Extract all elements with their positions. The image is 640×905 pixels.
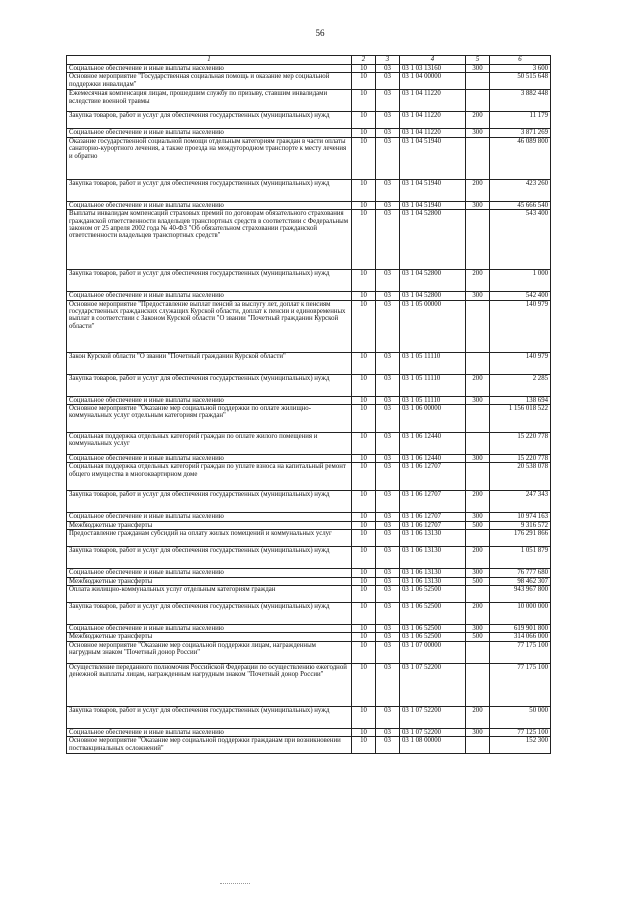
table-row (67, 129, 551, 137)
row-expense-type-cell: 300 (466, 201, 490, 209)
row-name-cell: Основное мероприятие "Предоставление выплат пенсий за выслугу лет, доплат к пенсиям государственных гражданских служащих Курской области, доплат к пенсии и единовременных выплат в соответствии с Законом Курской области "О звании "Почетный гражданин Курской области" (67, 300, 352, 352)
header-row (67, 56, 551, 65)
row-subsection-cell: 03 (376, 706, 400, 728)
row-subsection-cell: 03 (376, 513, 400, 521)
row-subsection-cell: 03 (376, 663, 400, 706)
row-target-article-cell: 03 1 06 13130 (400, 547, 466, 569)
row-amount-cell: 619 901 800 (490, 625, 551, 633)
table-row (67, 270, 551, 292)
table-row (67, 179, 551, 201)
col-header-name: 1 (67, 56, 352, 65)
row-target-article-cell: 03 1 04 00000 (400, 73, 466, 90)
row-amount-cell: 15 220 778 (490, 433, 551, 455)
row-target-article-cell: 03 1 07 52200 (400, 706, 466, 728)
row-expense-type-cell (466, 405, 490, 433)
col-header-section: 2 (352, 56, 376, 65)
footer-mark (220, 883, 250, 884)
table-row (67, 405, 551, 433)
row-amount-cell: 2 285 (490, 374, 551, 396)
row-amount-cell: 314 066 000 (490, 633, 551, 641)
row-amount-cell: 152 300 (490, 737, 551, 754)
row-amount-cell: 77 125 100 (490, 728, 551, 736)
row-section-cell: 10 (352, 300, 376, 352)
row-subsection-cell: 03 (376, 463, 400, 491)
table-row (67, 300, 551, 352)
row-name-cell: Социальное обеспечение и иные выплаты населению (67, 455, 352, 463)
row-target-article-cell: 03 1 06 52500 (400, 603, 466, 625)
row-section-cell: 10 (352, 73, 376, 90)
row-subsection-cell: 03 (376, 352, 400, 374)
row-subsection-cell: 03 (376, 405, 400, 433)
row-expense-type-cell: 300 (466, 292, 490, 300)
row-amount-cell: 140 979 (490, 300, 551, 352)
row-amount-cell: 423 260 (490, 179, 551, 201)
row-target-article-cell: 03 1 05 11110 (400, 374, 466, 396)
table-row (67, 90, 551, 112)
row-expense-type-cell (466, 463, 490, 491)
row-name-cell: Социальное обеспечение и иные выплаты населению (67, 728, 352, 736)
row-section-cell: 10 (352, 513, 376, 521)
table-row (67, 65, 551, 73)
row-subsection-cell: 03 (376, 270, 400, 292)
row-section-cell: 10 (352, 633, 376, 641)
table-row (67, 210, 551, 270)
row-section-cell: 10 (352, 463, 376, 491)
row-expense-type-cell (466, 433, 490, 455)
row-target-article-cell: 03 1 04 51940 (400, 179, 466, 201)
row-target-article-cell: 03 1 04 51940 (400, 137, 466, 179)
row-section-cell: 10 (352, 603, 376, 625)
row-target-article-cell: 03 1 08 00000 (400, 737, 466, 754)
table-row (67, 641, 551, 663)
row-target-article-cell: 03 1 04 52800 (400, 270, 466, 292)
row-target-article-cell: 03 1 06 52500 (400, 586, 466, 603)
row-expense-type-cell: 200 (466, 374, 490, 396)
row-target-article-cell: 03 1 04 11220 (400, 90, 466, 112)
row-section-cell: 10 (352, 201, 376, 209)
row-name-cell: Основное мероприятие "Оказание мер социальной поддержки гражданам при возникновении поствакцинальных осложнений" (67, 737, 352, 754)
row-name-cell: Закупка товаров, работ и услуг для обеспечения государственных (муниципальных) нужд (67, 491, 352, 513)
row-amount-cell: 50 515 648 (490, 73, 551, 90)
row-target-article-cell: 03 1 06 00000 (400, 405, 466, 433)
row-section-cell: 10 (352, 577, 376, 585)
row-expense-type-cell: 300 (466, 569, 490, 577)
row-subsection-cell: 03 (376, 530, 400, 547)
row-section-cell: 10 (352, 433, 376, 455)
row-name-cell: Социальная поддержка отдельных категорий граждан по уплате взноса на капитальный ремонт общего имущества в многоквартирном доме (67, 463, 352, 491)
row-expense-type-cell: 200 (466, 112, 490, 129)
table-row (67, 201, 551, 209)
row-target-article-cell: 03 1 06 13130 (400, 530, 466, 547)
row-target-article-cell: 03 1 06 12707 (400, 513, 466, 521)
table-row (67, 374, 551, 396)
budget-table (66, 55, 551, 754)
row-subsection-cell: 03 (376, 577, 400, 585)
row-section-cell: 10 (352, 90, 376, 112)
row-section-cell: 10 (352, 374, 376, 396)
table-row (67, 603, 551, 625)
row-expense-type-cell: 200 (466, 179, 490, 201)
row-section-cell: 10 (352, 179, 376, 201)
row-target-article-cell: 03 1 07 52200 (400, 728, 466, 736)
row-amount-cell: 140 979 (490, 352, 551, 374)
row-amount-cell: 15 220 778 (490, 455, 551, 463)
row-name-cell: Закупка товаров, работ и услуг для обеспечения государственных (муниципальных) нужд (67, 179, 352, 201)
row-subsection-cell: 03 (376, 633, 400, 641)
row-name-cell: Закупка товаров, работ и услуг для обеспечения государственных (муниципальных) нужд (67, 547, 352, 569)
row-target-article-cell: 03 1 06 13130 (400, 577, 466, 585)
row-subsection-cell: 03 (376, 569, 400, 577)
row-subsection-cell: 03 (376, 90, 400, 112)
row-section-cell: 10 (352, 625, 376, 633)
row-target-article-cell: 03 1 06 13130 (400, 569, 466, 577)
row-name-cell: Социальное обеспечение и иные выплаты населению (67, 129, 352, 137)
row-section-cell: 10 (352, 396, 376, 404)
row-expense-type-cell (466, 137, 490, 179)
row-section-cell: 10 (352, 663, 376, 706)
row-section-cell: 10 (352, 569, 376, 577)
col-header-subsection: 3 (376, 56, 400, 65)
row-expense-type-cell: 300 (466, 455, 490, 463)
row-subsection-cell: 03 (376, 129, 400, 137)
row-expense-type-cell: 200 (466, 270, 490, 292)
row-target-article-cell: 03 1 05 11110 (400, 396, 466, 404)
row-section-cell: 10 (352, 491, 376, 513)
row-subsection-cell: 03 (376, 112, 400, 129)
row-subsection-cell: 03 (376, 586, 400, 603)
col-header-amount: 6 (490, 56, 551, 65)
table-row (67, 521, 551, 529)
row-expense-type-cell (466, 737, 490, 754)
row-amount-cell: 543 400 (490, 210, 551, 270)
row-section-cell: 10 (352, 405, 376, 433)
row-expense-type-cell (466, 586, 490, 603)
row-target-article-cell: 03 1 04 11220 (400, 112, 466, 129)
row-expense-type-cell: 300 (466, 396, 490, 404)
row-subsection-cell: 03 (376, 201, 400, 209)
table-row (67, 433, 551, 455)
row-section-cell: 10 (352, 521, 376, 529)
table-row (67, 137, 551, 179)
row-name-cell: Межбюджетные трансферты (67, 521, 352, 529)
row-target-article-cell: 03 1 04 51940 (400, 201, 466, 209)
col-header-expense-type: 5 (466, 56, 490, 65)
row-subsection-cell: 03 (376, 433, 400, 455)
row-expense-type-cell (466, 90, 490, 112)
row-amount-cell: 46 089 800 (490, 137, 551, 179)
row-subsection-cell: 03 (376, 737, 400, 754)
row-section-cell: 10 (352, 292, 376, 300)
row-expense-type-cell: 200 (466, 547, 490, 569)
row-section-cell: 10 (352, 530, 376, 547)
row-target-article-cell: 03 1 06 12707 (400, 521, 466, 529)
row-amount-cell: 247 343 (490, 491, 551, 513)
row-target-article-cell: 03 1 06 12440 (400, 433, 466, 455)
row-section-cell: 10 (352, 737, 376, 754)
row-amount-cell: 138 694 (490, 396, 551, 404)
row-expense-type-cell: 200 (466, 491, 490, 513)
row-subsection-cell: 03 (376, 547, 400, 569)
row-section-cell: 10 (352, 728, 376, 736)
row-target-article-cell: 03 1 05 11110 (400, 352, 466, 374)
row-name-cell: Социальное обеспечение и иные выплаты населению (67, 292, 352, 300)
row-name-cell: Закупка товаров, работ и услуг для обеспечения государственных (муниципальных) нужд (67, 270, 352, 292)
table-row (67, 513, 551, 521)
row-amount-cell: 176 291 866 (490, 530, 551, 547)
row-expense-type-cell: 300 (466, 513, 490, 521)
row-subsection-cell: 03 (376, 728, 400, 736)
row-expense-type-cell: 300 (466, 129, 490, 137)
row-amount-cell: 3 871 269 (490, 129, 551, 137)
row-expense-type-cell (466, 641, 490, 663)
row-subsection-cell: 03 (376, 73, 400, 90)
row-subsection-cell: 03 (376, 396, 400, 404)
row-subsection-cell: 03 (376, 455, 400, 463)
row-name-cell: Социальное обеспечение и иные выплаты населению (67, 201, 352, 209)
row-subsection-cell: 03 (376, 137, 400, 179)
row-expense-type-cell (466, 210, 490, 270)
row-name-cell: Закупка товаров, работ и услуг для обеспечения государственных (муниципальных) нужд (67, 706, 352, 728)
row-name-cell: Закупка товаров, работ и услуг для обеспечения государственных (муниципальных) нужд (67, 112, 352, 129)
table-row (67, 586, 551, 603)
row-name-cell: Оплата жилищно-коммунальных услуг отдельным категориям граждан (67, 586, 352, 603)
row-name-cell: Основное мероприятие "Оказание мер социальной поддержки по оплате жилищно-коммунальных услуг отдельным категориям граждан" (67, 405, 352, 433)
table-row (67, 463, 551, 491)
row-expense-type-cell: 300 (466, 625, 490, 633)
row-expense-type-cell: 500 (466, 521, 490, 529)
row-name-cell: Выплаты инвалидам компенсаций страховых премий по договорам обязательного страхования гражданской ответственности владельцев транспортных средств в соответствии с Федеральным законом от 25 апреля 2002 года № 40-ФЗ "Об обязательном страховании гражданской ответственности владельцев транспортных средств" (67, 210, 352, 270)
row-target-article-cell: 03 1 06 52500 (400, 625, 466, 633)
row-expense-type-cell (466, 663, 490, 706)
row-amount-cell: 77 175 100 (490, 641, 551, 663)
row-target-article-cell: 03 1 05 00000 (400, 300, 466, 352)
row-expense-type-cell: 500 (466, 633, 490, 641)
row-target-article-cell: 03 1 06 12440 (400, 455, 466, 463)
row-subsection-cell: 03 (376, 491, 400, 513)
row-section-cell: 10 (352, 137, 376, 179)
row-section-cell: 10 (352, 112, 376, 129)
row-target-article-cell: 03 1 06 12707 (400, 491, 466, 513)
row-subsection-cell: 03 (376, 641, 400, 663)
col-header-target-article: 4 (400, 56, 466, 65)
table-row (67, 530, 551, 547)
row-target-article-cell: 03 1 07 52200 (400, 663, 466, 706)
row-amount-cell: 10 974 163 (490, 513, 551, 521)
table-row (67, 737, 551, 754)
row-expense-type-cell: 300 (466, 728, 490, 736)
row-expense-type-cell: 500 (466, 577, 490, 585)
row-name-cell: Основное мероприятие "Государственная социальная помощь и оказание мер социальной поддержки инвалидам" (67, 73, 352, 90)
row-name-cell: Социальное обеспечение и иные выплаты населению (67, 569, 352, 577)
table-row (67, 112, 551, 129)
row-name-cell: Социальное обеспечение и иные выплаты населению (67, 625, 352, 633)
row-target-article-cell: 03 1 04 52800 (400, 210, 466, 270)
row-subsection-cell: 03 (376, 521, 400, 529)
row-name-cell: Межбюджетные трансферты (67, 577, 352, 585)
row-subsection-cell: 03 (376, 374, 400, 396)
row-name-cell: Социальное обеспечение и иные выплаты населению (67, 396, 352, 404)
row-section-cell: 10 (352, 547, 376, 569)
row-subsection-cell: 03 (376, 179, 400, 201)
row-section-cell: 10 (352, 129, 376, 137)
table-row (67, 728, 551, 736)
row-subsection-cell: 03 (376, 292, 400, 300)
row-amount-cell: 20 538 078 (490, 463, 551, 491)
row-subsection-cell: 03 (376, 603, 400, 625)
row-name-cell: Социальное обеспечение и иные выплаты населению (67, 65, 352, 73)
row-amount-cell: 9 316 572 (490, 521, 551, 529)
row-name-cell: Социальная поддержка отдельных категорий граждан по оплате жилого помещения и коммунальных услуг (67, 433, 352, 455)
table-row (67, 73, 551, 90)
table-row (67, 577, 551, 585)
row-subsection-cell: 03 (376, 210, 400, 270)
row-section-cell: 10 (352, 270, 376, 292)
row-target-article-cell: 03 1 03 13160 (400, 65, 466, 73)
row-amount-cell: 50 000 (490, 706, 551, 728)
table-row (67, 396, 551, 404)
row-target-article-cell: 03 1 04 52800 (400, 292, 466, 300)
row-expense-type-cell (466, 300, 490, 352)
row-target-article-cell: 03 1 06 52500 (400, 633, 466, 641)
row-expense-type-cell: 200 (466, 603, 490, 625)
row-name-cell: Закон Курской области "О звании "Почетный гражданин Курской области" (67, 352, 352, 374)
row-name-cell: Осуществление переданного полномочия Российской Федерации по осуществлению ежегодной денежной выплаты лицам, награжденным нагрудным знаком "Почетный донор России" (67, 663, 352, 706)
row-amount-cell: 3 882 448 (490, 90, 551, 112)
row-amount-cell: 45 666 540 (490, 201, 551, 209)
row-section-cell: 10 (352, 65, 376, 73)
row-expense-type-cell (466, 530, 490, 547)
row-section-cell: 10 (352, 352, 376, 374)
row-amount-cell: 10 000 000 (490, 603, 551, 625)
row-target-article-cell: 03 1 07 00000 (400, 641, 466, 663)
row-name-cell: Основное мероприятие "Оказание мер социальной поддержки лицам, награжденным нагрудным знаком "Почетный донор России" (67, 641, 352, 663)
row-name-cell: Межбюджетные трансферты (67, 633, 352, 641)
row-name-cell: Оказание государственной социальной помощи отдельным категориям граждан в части оплаты санаторно-курортного лечения, а также проезда на междугородном транспорте к месту лечения и обратно (67, 137, 352, 179)
row-expense-type-cell: 300 (466, 65, 490, 73)
row-expense-type-cell (466, 352, 490, 374)
row-amount-cell: 3 600 (490, 65, 551, 73)
row-subsection-cell: 03 (376, 625, 400, 633)
row-section-cell: 10 (352, 455, 376, 463)
page-number: 56 (315, 28, 325, 38)
row-subsection-cell: 03 (376, 300, 400, 352)
row-amount-cell: 1 000 (490, 270, 551, 292)
row-amount-cell: 542 400 (490, 292, 551, 300)
table-row (67, 547, 551, 569)
row-expense-type-cell (466, 73, 490, 90)
row-name-cell: Предоставление гражданам субсидий на оплату жилых помещений и коммунальных услуг (67, 530, 352, 547)
row-amount-cell: 11 179 (490, 112, 551, 129)
row-name-cell: Закупка товаров, работ и услуг для обеспечения государственных (муниципальных) нужд (67, 374, 352, 396)
row-target-article-cell: 03 1 04 11220 (400, 129, 466, 137)
row-section-cell: 10 (352, 210, 376, 270)
table-row (67, 569, 551, 577)
row-amount-cell: 943 967 800 (490, 586, 551, 603)
row-expense-type-cell: 200 (466, 706, 490, 728)
row-section-cell: 10 (352, 586, 376, 603)
row-section-cell: 10 (352, 641, 376, 663)
row-target-article-cell: 03 1 06 12707 (400, 463, 466, 491)
table-row (67, 455, 551, 463)
row-amount-cell: 1 051 879 (490, 547, 551, 569)
row-name-cell: Социальное обеспечение и иные выплаты населению (67, 513, 352, 521)
table-row (67, 491, 551, 513)
row-amount-cell: 98 462 307 (490, 577, 551, 585)
table-row (67, 633, 551, 641)
table-row (67, 706, 551, 728)
row-amount-cell: 1 156 018 522 (490, 405, 551, 433)
row-subsection-cell: 03 (376, 65, 400, 73)
table-row (67, 625, 551, 633)
row-amount-cell: 76 777 680 (490, 569, 551, 577)
row-name-cell: Ежемесячная компенсация лицам, прошедшим службу по призыву, ставшим инвалидами вследствие военной травмы (67, 90, 352, 112)
row-section-cell: 10 (352, 706, 376, 728)
row-amount-cell: 77 175 100 (490, 663, 551, 706)
row-name-cell: Закупка товаров, работ и услуг для обеспечения государственных (муниципальных) нужд (67, 603, 352, 625)
table-row (67, 663, 551, 706)
table-row (67, 292, 551, 300)
table-row (67, 352, 551, 374)
